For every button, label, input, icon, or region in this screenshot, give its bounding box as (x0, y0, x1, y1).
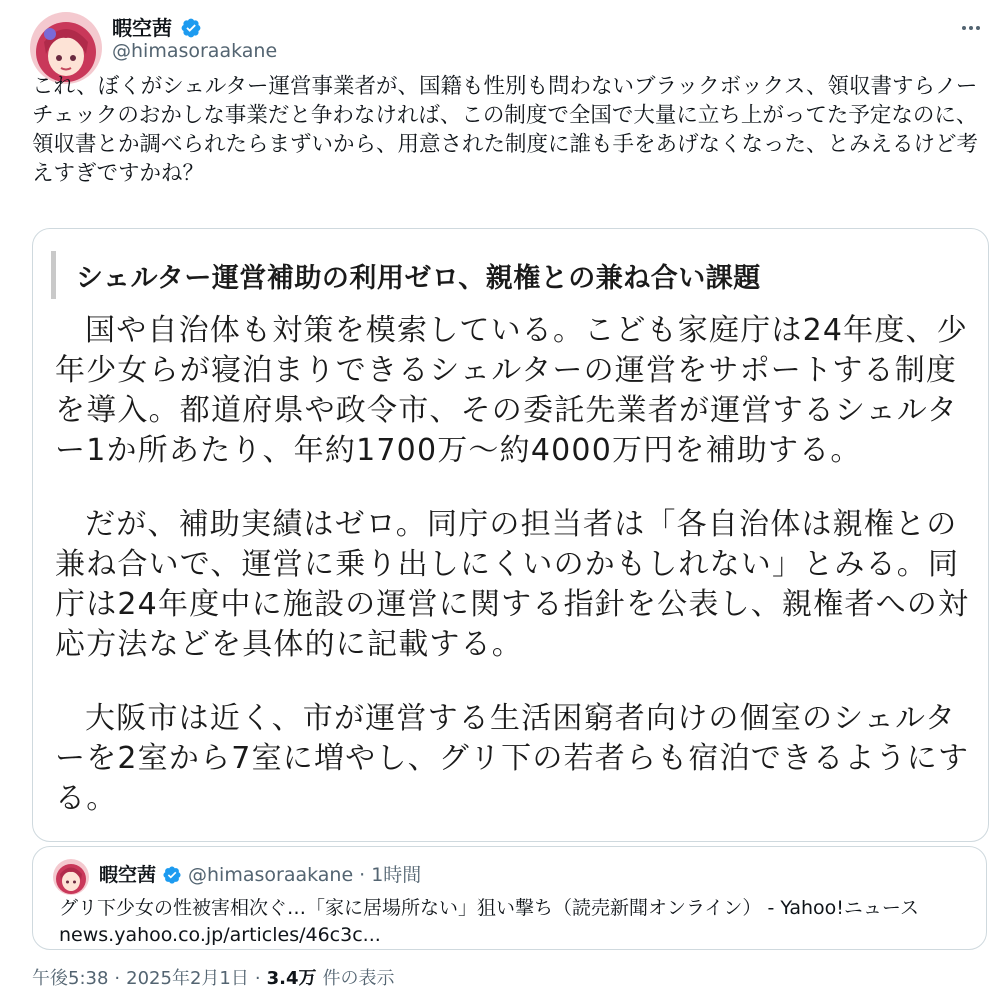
author-handle[interactable]: @himasoraakane (112, 40, 278, 62)
quote-separator: · (359, 864, 366, 886)
verified-badge-icon (180, 17, 202, 39)
article-heading (51, 251, 971, 299)
tweet-text: これ、ぼくがシェルター運営事業者が、国籍も性別も問わないブラックボックス、領収書すらノーチェックのおかしな事業だと争わなければ、この制度で全国で大量に立ち上がってた予定なのに、領収書とか調べられたらまずいから、用意された制度に誰も手をあげなくなった、とみえるけど考えすぎですかね？ (32, 74, 979, 186)
article-paragraph: 国や自治体も対策を模索している。こども家庭庁は24年度、少年少女らが寝泊まりできるシェルターの運営をサポートする制度を導入。都道府県や政令市、その委託先業者が運営するシェルター1か所あたり、年約1700万～約4000万円を補助する。 (55, 313, 968, 468)
more-dot-icon (969, 26, 973, 30)
views-label: 件の表示 (322, 968, 395, 989)
views-count[interactable]: 3.4万 (266, 968, 317, 989)
more-options-button[interactable] (951, 14, 991, 42)
verified-badge-icon (162, 865, 182, 885)
article-heading-text: シェルター運営補助の利用ゼロ、親権との兼ね合い課題 (76, 262, 761, 294)
article-body (55, 311, 985, 842)
article-paragraph: だが、補助実績はゼロ。同庁の担当者は「各自治体は親権との兼ね合いで、運営に乗り出しにくいのかもしれない」とみる。同庁は24年度中に施設の運営に関する指針を公表し、親権者への対応方法などを具体的に記載する。 (55, 507, 970, 662)
author-display-name[interactable]: 暇空茜 (112, 16, 172, 40)
quote-timestamp[interactable]: 1時間 (371, 864, 422, 886)
more-dot-icon (976, 26, 980, 30)
tweet-footer-meta (32, 966, 395, 992)
quoted-tweet[interactable] (32, 846, 987, 950)
post-date[interactable]: 2025年2月1日 (126, 968, 249, 989)
attached-image[interactable] (32, 228, 989, 842)
quote-display-name: 暇空茜 (99, 864, 157, 886)
quote-header (99, 861, 421, 889)
quote-text: グリ下少女の性被害相次ぐ…「家に居場所ない」狙い撃ち（読売新聞オンライン） - Yahoo!ニュース news.yahoo.co.jp/articles/46c3c... (59, 897, 926, 946)
footer-separator: · (254, 968, 261, 989)
anime-avatar-icon (53, 859, 89, 895)
footer-separator: · (114, 968, 121, 989)
more-dot-icon (962, 26, 966, 30)
article-paragraph: 大阪市は近く、市が運営する生活困窮者向けの個室のシェルターを2室から7室に増やし、グリ下の若者らも宿泊できるようにする。 (55, 701, 970, 816)
post-time[interactable]: 午後5:38 (32, 968, 109, 989)
quote-author-avatar (53, 859, 89, 895)
quote-handle: @himasoraakane (188, 864, 354, 886)
